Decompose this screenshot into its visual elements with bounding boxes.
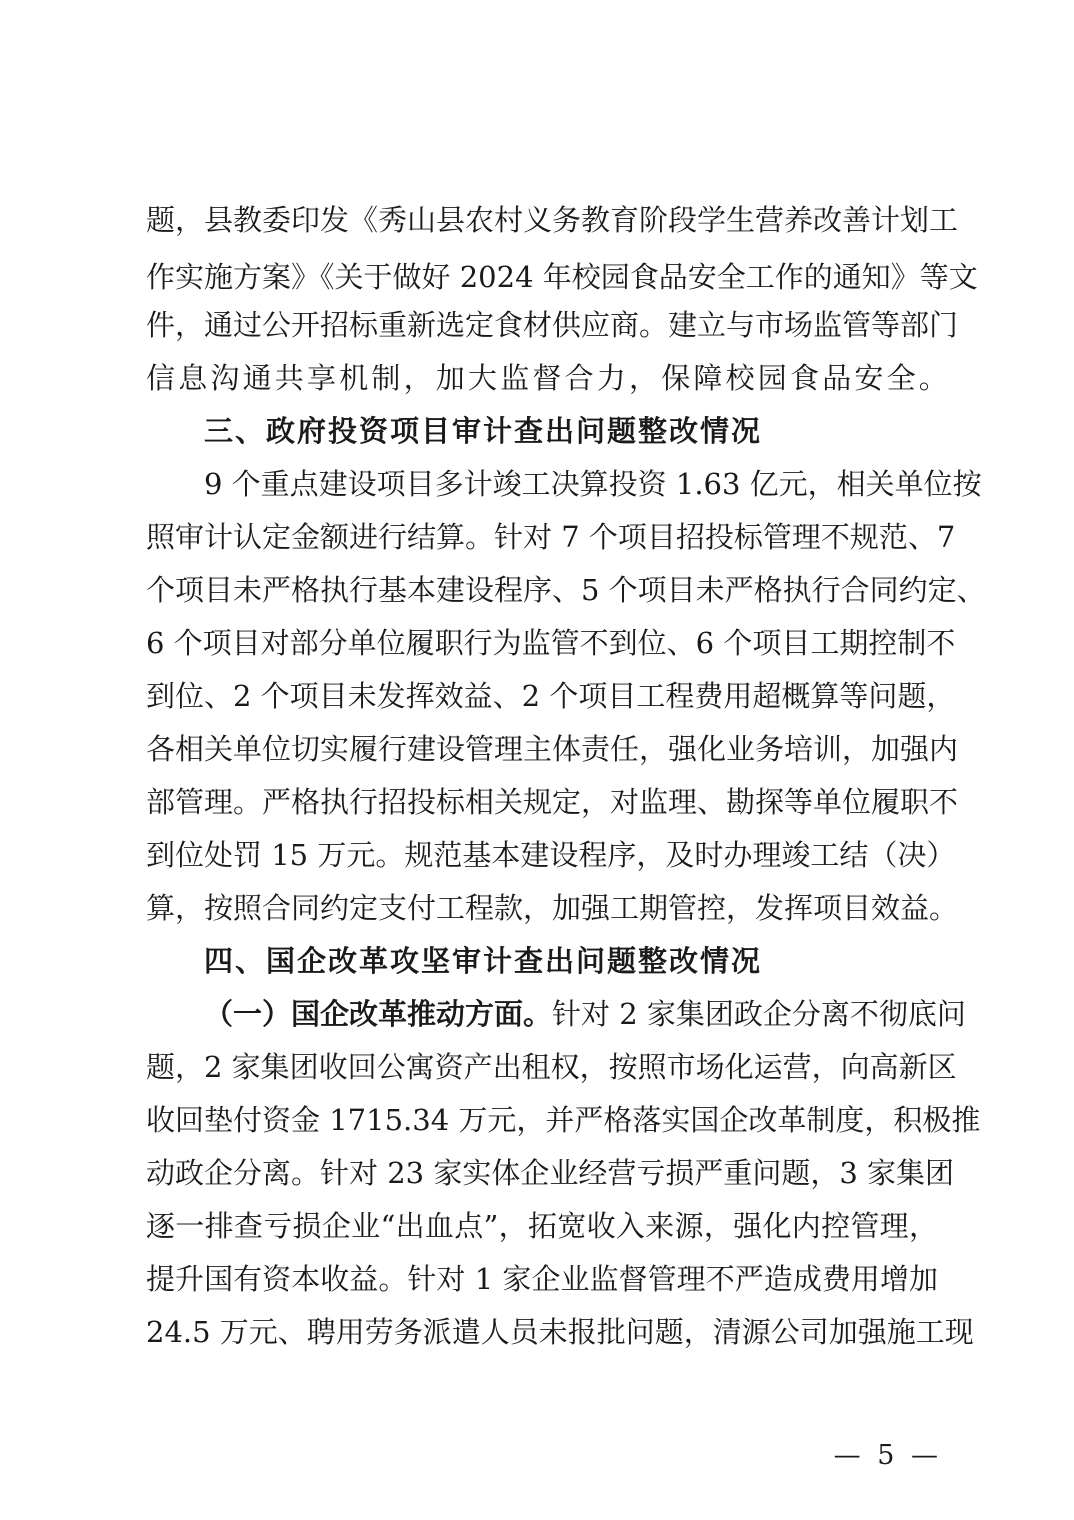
section-heading: 四、国企改革攻坚审计查出问题整改情况 (204, 944, 763, 978)
paragraph-line: 信息沟通共享机制，加大监督合力，保障校园食品安全。 (146, 361, 952, 395)
paragraph-line: 收回垫付资金 1715.34 万元，并严格落实国企改革制度，积极推 (146, 1103, 981, 1137)
paragraph-line: 到位处罚 15 万元。规范基本建设程序，及时办理竣工结（决） (146, 838, 956, 872)
paragraph-line: 作实施方案》《关于做好 2024 年校园食品安全工作的通知》等文 (146, 260, 978, 294)
paragraph-line: 个项目未严格执行基本建设程序、5 个项目未严格执行合同约定、 (146, 573, 986, 607)
paragraph-line: 题，2 家集团收回公寓资产出租权，按照市场化运营，向高新区 (146, 1050, 957, 1084)
paragraph-line: 题，县教委印发《秀山县农村义务教育阶段学生营养改善计划工 (146, 203, 959, 237)
paragraph-line: 各相关单位切实履行建设管理主体责任，强化业务培训，加强内 (146, 732, 959, 766)
subsection-heading: （一）国企改革推动方面。 (204, 997, 553, 1031)
paragraph-line: 24.5 万元、聘用劳务派遣人员未报批问题，清源公司加强施工现 (146, 1315, 974, 1349)
paragraph-line: 提升国有资本收益。针对 1 家企业监督管理不严造成费用增加 (146, 1262, 938, 1296)
paragraph-line: 动政企分离。针对 23 家实体企业经营亏损严重问题，3 家集团 (146, 1156, 955, 1190)
paragraph-line: 9 个重点建设项目多计竣工决算投资 1.63 亿元，相关单位按 (204, 467, 982, 501)
paragraph-line: 部管理。严格执行招投标相关规定，对监理、勘探等单位履职不 (146, 785, 959, 819)
section-heading: 三、政府投资项目审计查出问题整改情况 (204, 414, 763, 448)
paragraph-text: 针对 2 家集团政企分离不彻底问 (552, 997, 966, 1031)
paragraph-line: 件，通过公开招标重新选定食材供应商。建立与市场监管等部门 (146, 308, 959, 342)
paragraph-line (204, 987, 966, 1041)
paragraph-line: 逐一排查亏损企业“出血点”，拓宽收入来源，强化内控管理， (146, 1209, 938, 1243)
page-number: — 5 — (833, 1440, 942, 1471)
paragraph-line: 到位、2 个项目未发挥效益、2 个项目工程费用超概算等问题， (146, 679, 956, 713)
paragraph-line: 6 个项目对部分单位履职行为监管不到位、6 个项目工期控制不 (146, 626, 956, 660)
paragraph-line: 照审计认定金额进行结算。针对 7 个项目招投标管理不规范、7 (146, 520, 956, 554)
paragraph-line: 算，按照合同约定支付工程款，加强工期管控，发挥项目效益。 (146, 891, 959, 925)
